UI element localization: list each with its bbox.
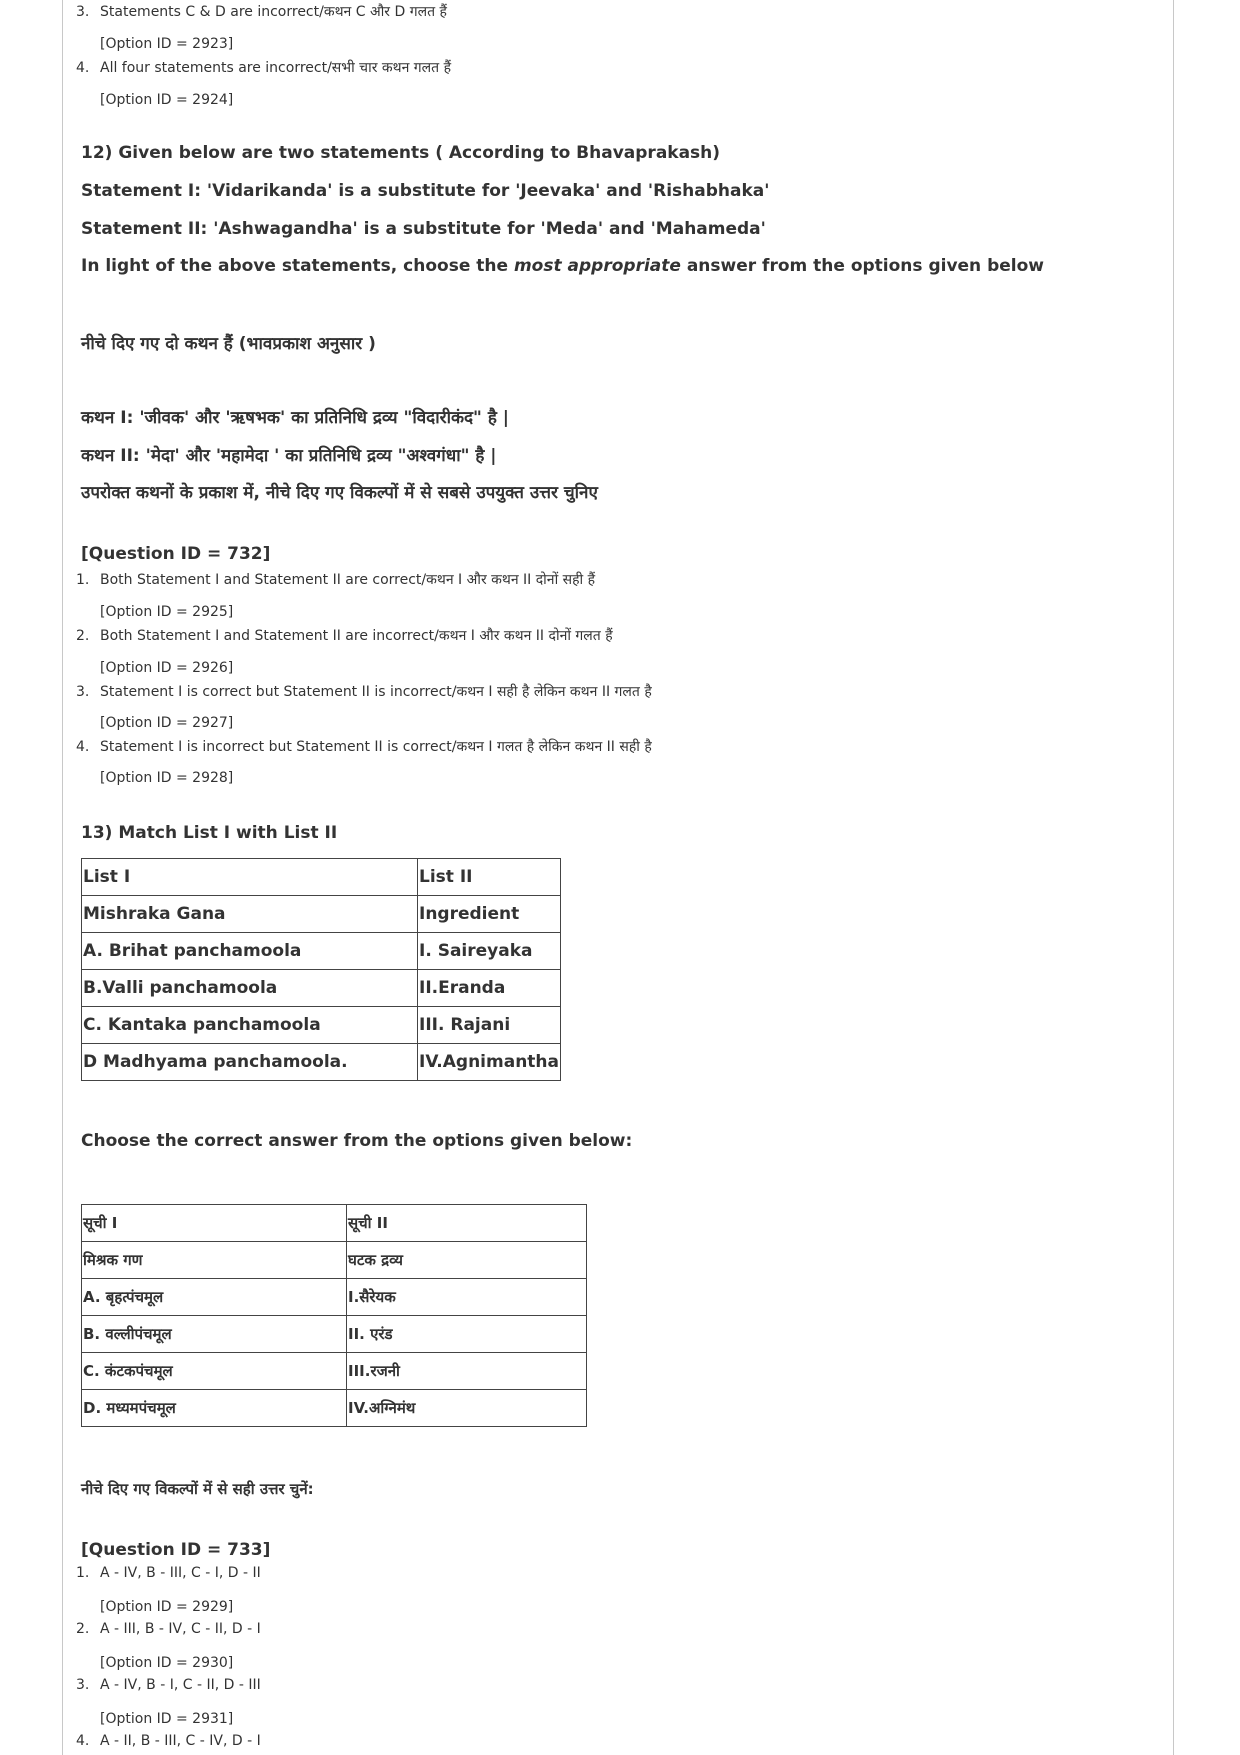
table-row: D. मध्यमपंचमूल IV.अग्निमंथ bbox=[82, 1390, 587, 1427]
option-id: [Option ID = 2923] bbox=[100, 36, 234, 52]
option-item: 4. Statement I is incorrect but Statement II is correct/कथन I गलत है लेकिन कथन II सही है bbox=[76, 739, 652, 755]
table-row: B.Valli panchamoola II.Eranda bbox=[82, 970, 561, 1007]
table-row: B. वल्लीपंचमूल II. एरंड bbox=[82, 1316, 587, 1353]
option-item: 4. A - II, B - III, C - IV, D - I bbox=[76, 1733, 261, 1749]
option-id: [Option ID = 2930] bbox=[100, 1655, 234, 1671]
table-row: C. Kantaka panchamoola III. Rajani bbox=[82, 1007, 561, 1044]
option-id: [Option ID = 2926] bbox=[100, 660, 234, 676]
hindi-statement-2: कथन II: 'मेदा' और 'महामेदा ' का प्रतिनिधि द्रव्य "अश्वगंधा" है | bbox=[81, 446, 497, 466]
option-id: [Option ID = 2927] bbox=[100, 715, 234, 731]
statement-1: Statement I: 'Vidarikanda' is a substitute for 'Jeevaka' and 'Rishabhaka' bbox=[81, 181, 770, 201]
hindi-instruction: उपरोक्त कथनों के प्रकाश में, नीचे दिए गए विकल्पों में से सबसे उपयुक्त उत्तर चुनिए bbox=[81, 483, 598, 503]
option-item: 2. A - III, B - IV, C - II, D - I bbox=[76, 1621, 261, 1637]
option-id: [Option ID = 2929] bbox=[100, 1599, 234, 1615]
question-heading: 12) Given below are two statements ( According to Bhavaprakash) bbox=[81, 143, 721, 163]
option-id: [Option ID = 2925] bbox=[100, 604, 234, 620]
table-row: सूची I सूची II bbox=[82, 1205, 587, 1242]
option-id: [Option ID = 2928] bbox=[100, 770, 234, 786]
table-row: List I List II bbox=[82, 859, 561, 896]
option-item: 3. Statements C & D are incorrect/कथन C और D गलत हैं bbox=[76, 4, 447, 20]
question-id: [Question ID = 732] bbox=[81, 544, 271, 564]
option-item: 2. Both Statement I and Statement II are incorrect/कथन I और कथन II दोनों गलत हैं bbox=[76, 628, 613, 644]
hindi-statement-1: कथन I: 'जीवक' और 'ऋषभक' का प्रतिनिधि द्रव्य "विदारीकंद" है | bbox=[81, 408, 509, 428]
choose-instruction: Choose the correct answer from the options given below: bbox=[81, 1131, 633, 1151]
question-id: [Question ID = 733] bbox=[81, 1540, 271, 1560]
option-id: [Option ID = 2924] bbox=[100, 92, 234, 108]
table-row: D Madhyama panchamoola. IV.Agnimantha bbox=[82, 1044, 561, 1081]
option-item: 4. All four statements are incorrect/सभी चार कथन गलत हैं bbox=[76, 60, 452, 76]
option-item: 3. Statement I is correct but Statement II is incorrect/कथन I सही है लेकिन कथन II गलत है bbox=[76, 684, 652, 700]
hindi-heading: नीचे दिए गए दो कथन हैं (भावप्रकाश अनुसार ) bbox=[81, 334, 376, 354]
table-row: मिश्रक गण घटक द्रव्य bbox=[82, 1242, 587, 1279]
option-item: 3. A - IV, B - I, C - II, D - III bbox=[76, 1677, 261, 1693]
option-item: 1. A - IV, B - III, C - I, D - II bbox=[76, 1565, 261, 1581]
table-row: Mishraka Gana Ingredient bbox=[82, 896, 561, 933]
table-row: A. Brihat panchamoola I. Saireyaka bbox=[82, 933, 561, 970]
hindi-choose-instruction: नीचे दिए गए विकल्पों में से सही उत्तर चुनें: bbox=[81, 1480, 314, 1498]
match-table-hindi bbox=[81, 1204, 587, 1427]
match-table-english bbox=[81, 858, 561, 1081]
question-heading: 13) Match List I with List II bbox=[81, 823, 338, 843]
option-id: [Option ID = 2931] bbox=[100, 1711, 234, 1727]
instruction: In light of the above statements, choose the most appropriate answer from the options given below bbox=[81, 256, 1044, 276]
table-row: A. बृहत्पंचमूल I.सैरेयक bbox=[82, 1279, 587, 1316]
table-row: C. कंटकपंचमूल III.रजनी bbox=[82, 1353, 587, 1390]
option-item: 1. Both Statement I and Statement II are correct/कथन I और कथन II दोनों सही हैं bbox=[76, 572, 596, 588]
statement-2: Statement II: 'Ashwagandha' is a substitute for 'Meda' and 'Mahameda' bbox=[81, 219, 766, 239]
